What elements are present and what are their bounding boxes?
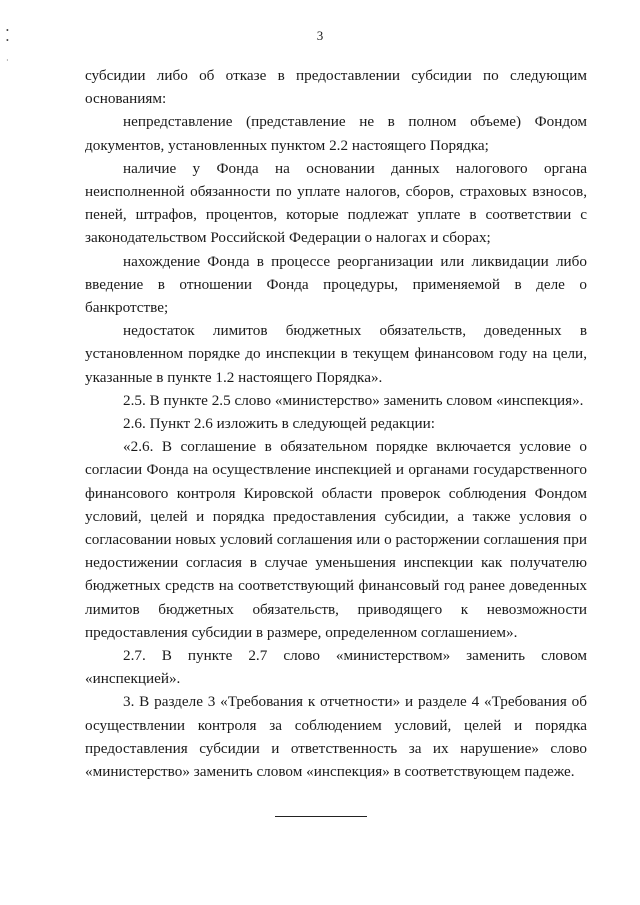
document-body	[85, 64, 587, 783]
margin-mark: •	[6, 26, 9, 35]
margin-mark: •	[6, 36, 9, 45]
paragraph: «2.6. В соглашение в обязательном порядке включается условие о согласии Фонда на осуществление инспекцией и органами государственного финансового контроля Кировской области проверок соблюдения Фондом условий, целей и порядка предоставления субсидии, а также условия о согласовании новых условий соглашения или о расторжении соглашения при недостижении согласия в случае уменьшения инспекции как получателю бюджетных средств на соответствующий финансовый год ранее доведенных лимитов бюджетных обязательств, приводящего к невозможности предоставления субсидии в размере, определенном соглашением».	[85, 438, 587, 641]
page-number: 3	[316, 28, 324, 43]
paragraph: 2.5. В пункте 2.5 слово «министерство» заменить словом «инспекция».	[123, 391, 584, 409]
paragraph: субсидии либо об отказе в предоставлении субсидии по следующим основаниям:	[85, 67, 587, 108]
footer-rule	[275, 816, 367, 817]
paragraph: наличие у Фонда на основании данных налогового органа неисполненной обязанности по уплате налогов, сборов, страховых взносов, пеней, штрафов, процентов, которые подлежат уплате в соответствии с законодательством Российской Федерации о налогах и сборах;	[85, 159, 587, 247]
paragraph: непредставление (представление не в полном объеме) Фондом документов, установленных пунктом 2.2 настоящего Порядка;	[85, 113, 587, 154]
paragraph: 3. В разделе 3 «Требования к отчетности» и разделе 4 «Требования об осуществлении контроля за соблюдением условий, целей и порядка предоставления субсидии и ответственность за их нарушение» слово «министерство» заменить словом «инспекция» в соответствующем падеже.	[85, 693, 587, 781]
paragraph: 2.6. Пункт 2.6 изложить в следующей редакции:	[123, 415, 436, 433]
paragraph: недостаток лимитов бюджетных обязательств, доведенных в установленном порядке до инспекции в текущем финансовом году на цели, указанные в пункте 1.2 настоящего Порядка».	[85, 322, 587, 386]
margin-mark: ·	[6, 56, 9, 65]
paragraph: 2.7. В пункте 2.7 слово «министерством» заменить словом «инспекцией».	[85, 647, 587, 688]
paragraph: нахождение Фонда в процессе реорганизации или ликвидации либо введение в отношении Фонда процедуры, применяемой в деле о банкротстве;	[85, 252, 587, 317]
